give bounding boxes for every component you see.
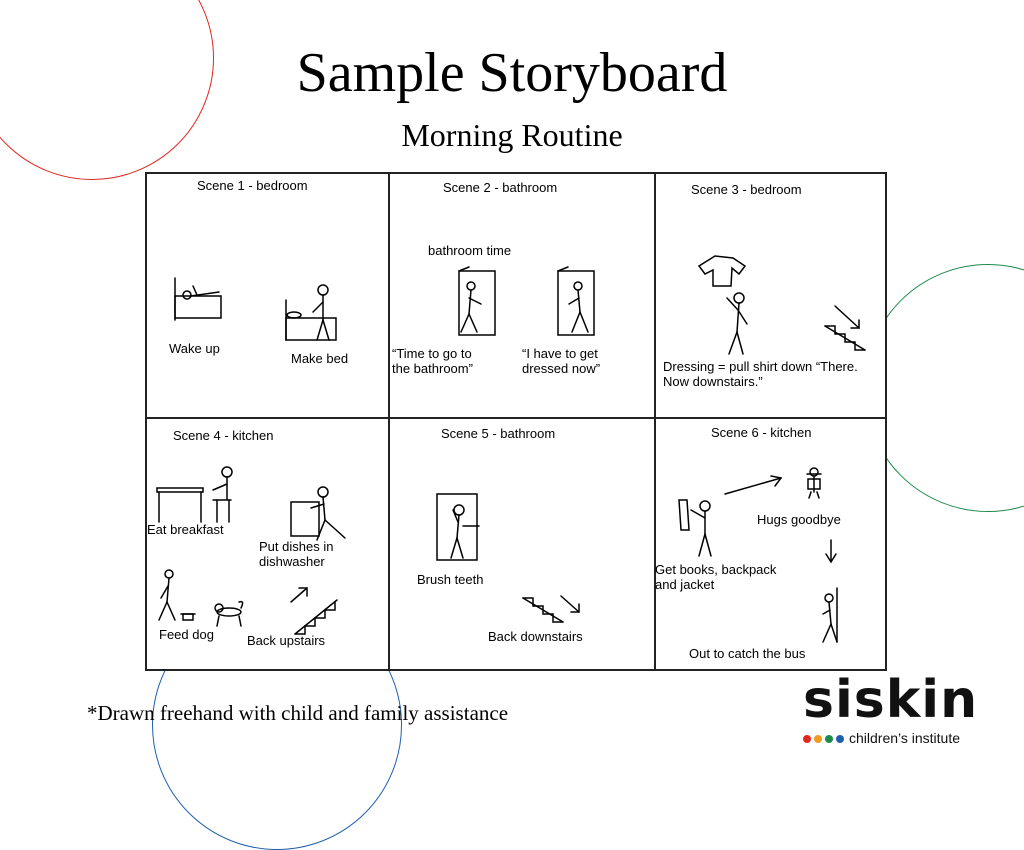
brush-teeth-figure-drawing <box>437 494 479 560</box>
scene-1-heading: Scene 1 - bedroom <box>197 178 308 193</box>
bathroom-door-figure-1-drawing <box>459 267 495 335</box>
scene-4-heading: Scene 4 - kitchen <box>173 428 274 443</box>
scene-1-caption-wake-up: Wake up <box>169 341 220 356</box>
scene-5-caption-back-downstairs: Back downstairs <box>488 629 583 644</box>
make-bed-figure-drawing <box>286 285 336 340</box>
scene-2-heading: Scene 2 - bathroom <box>443 180 558 195</box>
scene-6-caption-get-books-a: Get books, backpack <box>655 562 777 577</box>
scene-2-caption-bathroom-time: bathroom time <box>428 243 512 258</box>
scene-3-heading: Scene 3 - bedroom <box>691 182 802 197</box>
decorative-circle-green <box>864 264 1024 512</box>
scene-4-caption-back-upstairs: Back upstairs <box>247 633 326 648</box>
logo-dot-blue <box>836 735 844 743</box>
scene-5-caption-brush-teeth: Brush teeth <box>417 572 484 587</box>
logo-dot-green <box>825 735 833 743</box>
bathroom-door-figure-2-drawing <box>558 267 594 335</box>
storyboard-grid <box>145 172 887 671</box>
storyboard-drawings <box>147 174 885 669</box>
hugs-arrow-drawing <box>725 476 781 494</box>
scene-3-caption-line-1: Dressing = pull shirt down “There. <box>663 359 858 374</box>
down-arrow-drawing <box>826 540 836 562</box>
downstairs-arrow-drawing <box>523 596 579 622</box>
slide-title: Sample Storyboard <box>296 42 728 104</box>
scene-4-caption-dishes-b: dishwasher <box>259 554 325 569</box>
scene-5-heading: Scene 5 - bathroom <box>441 426 556 441</box>
slide-subtitle: Morning Routine <box>401 117 623 153</box>
scene-4-caption-eat-breakfast: Eat breakfast <box>147 522 224 537</box>
scene-4-caption-dishes-a: Put dishes in <box>259 539 334 554</box>
scene-2-caption-quote-1b: the bathroom” <box>392 361 473 376</box>
bus-door-figure-drawing <box>823 588 837 642</box>
siskin-logo <box>803 670 979 748</box>
dishwasher-figure-drawing <box>291 487 345 540</box>
scene-2-caption-quote-2a: “I have to get <box>522 346 598 361</box>
get-backpack-figure-drawing <box>679 500 711 556</box>
feed-dog-figure-drawing <box>159 570 243 626</box>
hugs-goodbye-figures-drawing <box>807 468 821 498</box>
scene-2-caption-quote-1a: “Time to go to <box>392 346 472 361</box>
scene-2-caption-quote-2b: dressed now” <box>522 361 601 376</box>
logo-wordmark: siskin <box>803 670 979 730</box>
scene-6-heading: Scene 6 - kitchen <box>711 425 812 440</box>
logo-tagline: children’s institute <box>849 730 961 746</box>
footnote: *Drawn freehand with child and family assistance <box>87 701 509 725</box>
upstairs-arrow-drawing <box>291 588 337 634</box>
downstairs-arrow-drawing <box>825 306 865 350</box>
scene-6-caption-get-books-b: and jacket <box>655 577 715 592</box>
scene-6-caption-catch-bus: Out to catch the bus <box>689 646 806 661</box>
bed-sleeping-figure-drawing <box>175 278 221 320</box>
scene-1-caption-make-bed: Make bed <box>291 351 349 366</box>
logo-dot-orange <box>814 735 822 743</box>
dressing-figure-drawing <box>699 256 747 354</box>
eat-breakfast-figure-drawing <box>157 467 232 522</box>
scene-4-caption-feed-dog: Feed dog <box>159 627 214 642</box>
logo-dot-red <box>803 735 811 743</box>
scene-6-caption-hugs-goodbye: Hugs goodbye <box>757 512 841 527</box>
scene-3-caption-line-2: Now downstairs.” <box>663 374 763 389</box>
